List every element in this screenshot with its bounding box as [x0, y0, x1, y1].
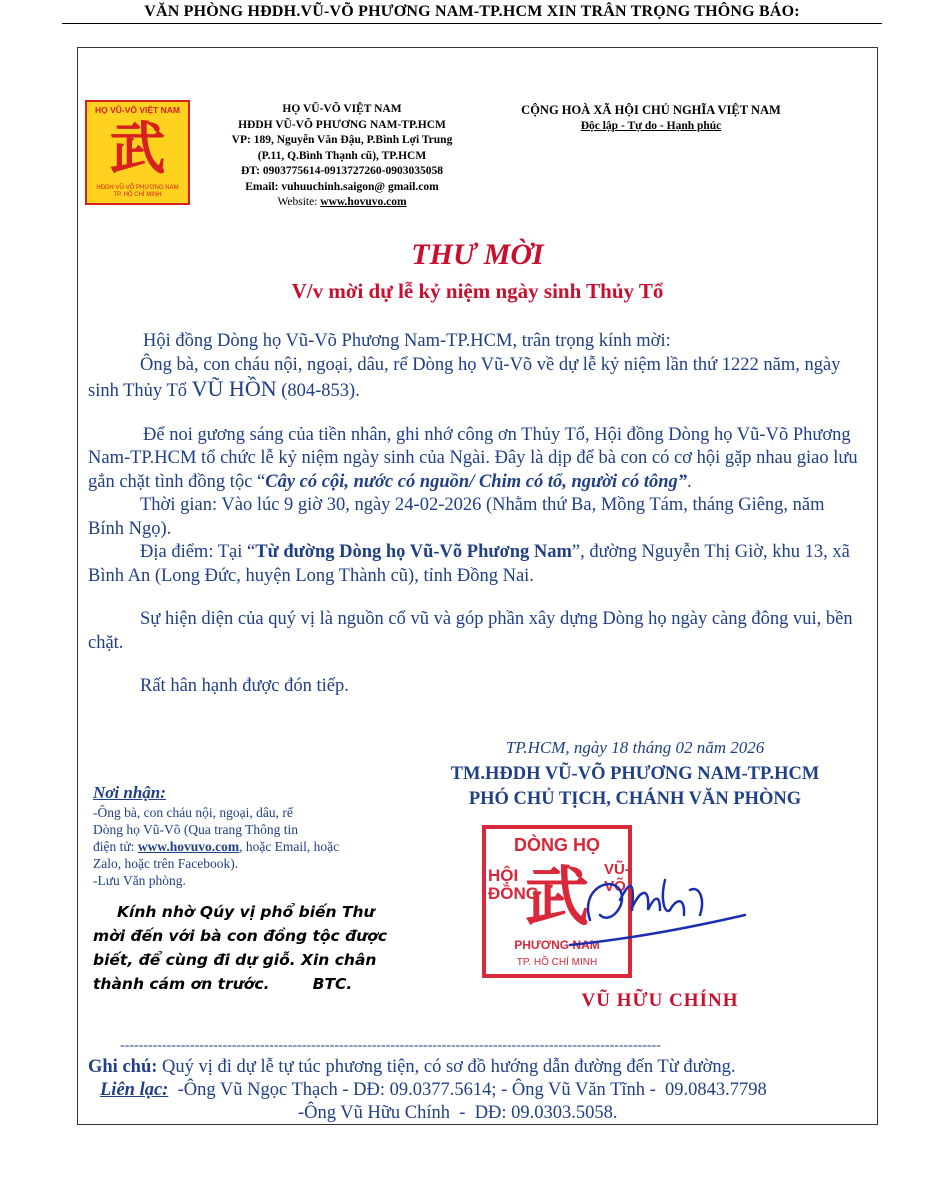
p5-text: Địa điểm: Tại “: [140, 542, 256, 562]
stamp-top: DÒNG HỌ: [513, 835, 600, 855]
p3-text: Để noi gương sáng của tiền nhân, ghi nhớ công ơn Thủy Tổ, Hội đồng Dòng họ Vũ-Võ Phương Nam-TP.HCM tổ chức lễ kỷ niệm ngày sinh của Ngài. Đây là dịp để bà con có cơ hội gặp nhau giao lưu gắn chặt tình đồng tộc “: [88, 424, 858, 492]
footer-notes: [88, 1056, 868, 1125]
recipients-heading: Nơi nhận:: [93, 783, 166, 802]
letter-body: [88, 330, 858, 699]
nation-motto: Độc lập - Tự do - Hạnh phúc: [580, 120, 722, 132]
org-line2: HĐDH VŨ-VÕ PHƯƠNG NAM-TP.HCM: [238, 118, 446, 131]
ancestor-name: VŨ HỒN: [191, 376, 277, 401]
clan-logo: [85, 100, 190, 205]
body-time: Thời gian: Vào lúc 9 giờ 30, ngày 24-02-2026 (Nhằm thứ Ba, Mồng Tám, tháng Giêng, năm Bính Ngọ).: [88, 495, 825, 539]
org-address1: VP: 189, Nguyễn Văn Đậu, P.Bình Lợi Trung: [231, 134, 453, 146]
org-line1: HỌ VŨ-VÕ VIỆT NAM: [282, 103, 402, 115]
body-paragraph-3: [88, 424, 858, 495]
stamp-bottom1: PHƯƠNG NAM: [514, 938, 600, 952]
p3-proverb: Cây có cội, nước có nguồn/ Chim có tổ, người có tông”: [265, 471, 688, 492]
logo-top-text: HỌ VŨ-VÕ VIỆT NAM: [94, 105, 180, 115]
letter-subtitle: V/v mời dự lễ kỷ niệm ngày sinh Thủy Tổ: [291, 279, 664, 303]
logo-bottom-line1: HĐDH VŨ-VÕ PHƯƠNG NAM: [96, 185, 179, 191]
recipients-l3-text: điện tử:: [93, 839, 138, 854]
contact-label: Liên lạc:: [100, 1080, 169, 1100]
handwritten-signature: [560, 860, 750, 960]
recipients-block: [93, 782, 408, 889]
recipients-line3: [93, 838, 408, 855]
logo-bottom-text: [87, 185, 188, 199]
signatory-block: [400, 762, 870, 812]
national-header: [490, 102, 812, 134]
sign-date: TP.HCM, ngày 18 tháng 02 năm 2026: [505, 738, 765, 757]
separator-line: --------------------------------------------------------------------------------------------------------------------: [120, 1038, 661, 1053]
note-text: Quý vị đi dự lễ tự túc phương tiện, có sơ đồ hướng dẫn đường đến Từ đường.: [157, 1057, 736, 1077]
recipients-website-link[interactable]: www.hovuvo.com: [137, 839, 240, 854]
note-line3: biết, để cùng đi dự giỗ. Xin chân: [93, 951, 377, 969]
page-banner: VĂN PHÒNG HĐDH.VŨ-VÕ PHƯƠNG NAM-TP.HCM XIN TRÂN TRỌNG THÔNG BÁO:: [62, 3, 882, 24]
footer-contact2: -Ông Vũ Hữu Chính - DĐ: 09.0303.5058.: [298, 1103, 618, 1123]
logo-glyph: 武: [109, 119, 166, 181]
body-closing: Rất hân hạnh được đón tiếp.: [140, 676, 349, 696]
p5-address: ”, đường Nguyễn Thị Giờ, khu 13, xã Bình An (Long Đức, huyện Long Thành cũ), tỉnh Đồng Nai.: [88, 542, 850, 586]
recipients-l3-end: , hoặc Email, hoặc: [239, 839, 340, 854]
note-label: Ghi chú:: [88, 1057, 158, 1077]
recipients-line2: Dòng họ Vũ-Võ (Qua trang Thông tin: [93, 822, 298, 837]
org-website-link[interactable]: www.hovuvo.com: [320, 196, 407, 208]
request-note: [93, 900, 408, 996]
signer-name: VŨ HỮU CHÍNH: [581, 990, 739, 1011]
p2-text: Ông bà, con cháu nội, ngoại, dâu, rể Dòng họ Vũ-Võ về dự lễ kỷ niệm lần thứ 1222 năm, ngày sinh Thủy Tổ: [88, 354, 841, 401]
org-email: Email: vuhuuchinh.saigon@ gmail.com: [245, 180, 439, 193]
note-line1: Kính nhờ Qúy vị phổ biến Thư: [117, 903, 375, 921]
org-website-label: Website:: [277, 196, 321, 208]
body-location: [88, 541, 858, 588]
body-paragraph-6: Sự hiện diện của quý vị là nguồn cổ vũ và góp phần xây dựng Dòng họ ngày càng đông vui, bền chặt.: [88, 609, 853, 653]
org-phone: ĐT: 0903775614-0913727260-0903035058: [241, 165, 443, 177]
stamp-right: VŨ-VÕ: [604, 861, 630, 895]
footer-note: [88, 1056, 868, 1079]
letter-title: THƯ MỜI: [411, 238, 544, 271]
p2-years: (804-853).: [276, 381, 360, 401]
recipients-line4: Zalo, hoặc trên Facebook).: [93, 856, 239, 871]
signatory-title: PHÓ CHỦ TỊCH, CHÁNH VĂN PHÒNG: [468, 789, 802, 809]
nation-name: CỘNG HOÀ XÃ HỘI CHỦ NGHĨA VIỆT NAM: [521, 103, 781, 117]
note-line4: thành cám ơn trước. BTC.: [93, 975, 353, 993]
body-paragraph-1: Hội đồng Dòng họ Vũ-Võ Phương Nam-TP.HCM, trân trọng kính mời:: [143, 331, 671, 351]
stamp-left: HỘI ĐỒNG: [488, 866, 539, 903]
organization-header: [196, 102, 488, 211]
p3-end: .: [687, 471, 692, 492]
body-paragraph-2: [88, 354, 858, 404]
org-address2: (P.11, Q.Bình Thạnh cũ), TP.HCM: [257, 149, 427, 162]
signatory-org: TM.HĐDH VŨ-VÕ PHƯƠNG NAM-TP.HCM: [450, 764, 820, 784]
recipients-line5: -Lưu Văn phòng.: [93, 873, 186, 888]
note-line2: mời đến với bà con đồng tộc được: [93, 927, 388, 945]
recipients-line1: -Ông bà, con cháu nội, ngoại, dâu, rể: [93, 805, 293, 820]
footer-contact: [88, 1079, 868, 1102]
logo-bottom-line2: TP. HỒ CHÍ MINH: [113, 192, 162, 198]
contact-text: -Ông Vũ Ngọc Thạch - DĐ: 09.0377.5614; - Ông Vũ Văn Tĩnh - 09.0843.7798: [168, 1080, 767, 1100]
stamp-glyph: 武: [525, 862, 589, 933]
p5-place: Từ đường Dòng họ Vũ-Võ Phương Nam: [255, 542, 572, 562]
stamp-bottom2: TP. HỒ CHÍ MINH: [516, 957, 598, 968]
